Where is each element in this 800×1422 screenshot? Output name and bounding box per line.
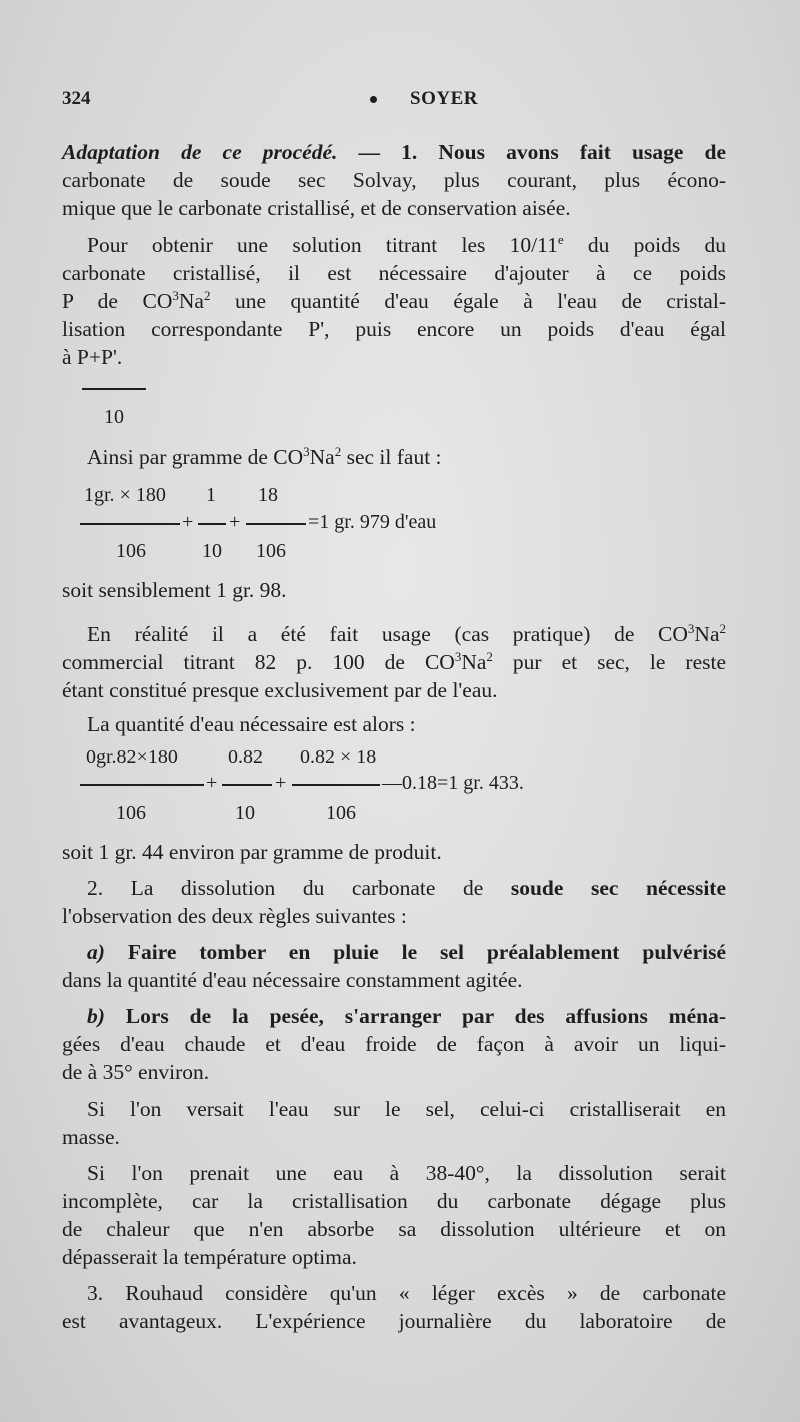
p1-line-1 xyxy=(62,138,726,166)
p9-line-1 xyxy=(87,938,726,966)
p10-line-2: gées d'eau chaude et d'eau froide de façon à avoir un liqui- xyxy=(62,1032,726,1056)
p3-sup2: 2 xyxy=(334,444,342,459)
f2-plus-2: + xyxy=(275,772,287,794)
p5-line-2 xyxy=(62,648,726,676)
f2-bar-3 xyxy=(292,784,380,786)
fraction-bar-p2 xyxy=(82,388,146,390)
p5-l1-sup1: 3 xyxy=(687,621,695,636)
section-heading: Adaptation de ce procédé. xyxy=(62,140,338,164)
p12-line-3: de chaleur que n'en absorbe sa dissolution ultérieure et on xyxy=(62,1217,726,1241)
f1-plus-2: + xyxy=(229,511,241,533)
p5-line-3: étant constitué presque exclusivement par de l'eau. xyxy=(62,678,498,702)
f2-den-2: 10 xyxy=(235,802,255,824)
p9-label: a) xyxy=(87,940,105,964)
p2-l3a: P de CO xyxy=(62,289,173,313)
p2-l3-sup1: 3 xyxy=(172,288,179,303)
p2-line-3 xyxy=(62,287,726,315)
f2-den-3: 106 xyxy=(326,802,356,824)
p2-l1-sup: e xyxy=(557,232,564,247)
f1-bar-3 xyxy=(246,523,306,525)
f2-num-1: 0gr.82×180 xyxy=(86,746,178,768)
p13-line-2: est avantageux. L'expérience journalière du laboratoire de xyxy=(62,1309,726,1333)
p2-line-1 xyxy=(87,231,726,259)
f2-result: —0.18=1 gr. 433. xyxy=(382,772,524,794)
f2-num-3: 0.82 × 18 xyxy=(300,746,377,768)
p5-l1b: Na xyxy=(694,622,720,646)
f1-den-1: 106 xyxy=(116,540,146,562)
f1-result: =1 gr. 979 d'eau xyxy=(308,511,437,533)
page-header xyxy=(62,88,738,118)
p1-line-3: mique que le carbonate cristallisé, et de conservation aisée. xyxy=(62,196,571,220)
p9-line-2: dans la quantité d'eau nécessaire constamment agitée. xyxy=(62,968,523,992)
f1-bar-2 xyxy=(198,523,226,525)
p11-line-2: masse. xyxy=(62,1125,120,1149)
p2-line-4: lisation correspondante P', puis encore un poids d'eau égal xyxy=(62,317,726,341)
p3-c: sec il faut : xyxy=(341,445,442,469)
p2-l3-sup2: 2 xyxy=(203,288,211,303)
page-number: 324 xyxy=(62,88,91,109)
p5-l1-sup2: 2 xyxy=(719,621,726,636)
p7-line: soit 1 gr. 44 environ par gramme de produit. xyxy=(62,840,442,864)
f1-num-1: 1gr. × 180 xyxy=(84,484,166,506)
p2-l3c: une quantité d'eau égale à l'eau de cristal- xyxy=(210,289,726,313)
p3-a: Ainsi par gramme de CO xyxy=(87,445,304,469)
p1-line-1-text: — 1. Nous avons fait usage de xyxy=(337,140,727,164)
f1-den-3: 106 xyxy=(256,540,286,562)
p9-l1: Faire tomber en pluie le sel préalablement pulvérisé xyxy=(104,940,726,964)
p5-line-1 xyxy=(87,620,726,648)
f2-den-1: 106 xyxy=(116,802,146,824)
p2-l3b: Na xyxy=(178,289,204,313)
p8-line-2: l'observation des deux règles suivantes : xyxy=(62,904,407,928)
f1-plus-1: + xyxy=(182,511,194,533)
f1-den-2: 10 xyxy=(202,540,222,562)
f1-num-2: 1 xyxy=(206,484,216,506)
p5-l2-sup2: 2 xyxy=(486,649,493,664)
p10-l1: Lors de la pesée, s'arranger par des affusions ména- xyxy=(104,1004,726,1028)
p12-line-4: dépasserait la température optima. xyxy=(62,1245,357,1269)
running-head xyxy=(362,88,478,110)
f1-num-3: 18 xyxy=(258,484,278,506)
p13-line-1: 3. Rouhaud considère qu'un « léger excès » de carbonate xyxy=(87,1281,726,1305)
p5-l2c: pur et sec, le reste xyxy=(492,650,727,674)
p2-line-5: à P+P'. xyxy=(62,345,123,369)
p12-line-2: incomplète, car la cristallisation du carbonate dégage plus xyxy=(62,1189,726,1213)
p1-line-2: carbonate de soude sec Solvay, plus courant, plus écono- xyxy=(62,168,726,192)
p10-line-3: de à 35° environ. xyxy=(62,1060,210,1084)
f2-num-2: 0.82 xyxy=(228,746,263,768)
p4-line: soit sensiblement 1 gr. 98. xyxy=(62,578,287,602)
p5-l2a: commercial titrant 82 p. 100 de CO xyxy=(62,650,455,674)
running-head-text: SOYER xyxy=(410,88,478,109)
p6-line: La quantité d'eau nécessaire est alors : xyxy=(87,712,416,736)
p3-b: Na xyxy=(309,445,335,469)
f2-bar-1 xyxy=(80,784,204,786)
p2-l1b: du poids du xyxy=(563,233,726,257)
p8-l1b: soude sec nécessite xyxy=(510,876,726,900)
f2-bar-2 xyxy=(222,784,272,786)
p5-l2b: Na xyxy=(461,650,487,674)
f2-plus-1: + xyxy=(206,772,218,794)
p12-line-1: Si l'on prenait une eau à 38-40°, la dissolution serait xyxy=(87,1161,726,1185)
p3-sup1: 3 xyxy=(303,444,310,459)
p2-denominator: 10 xyxy=(104,406,124,428)
p3-line xyxy=(87,443,726,471)
p8-line-1 xyxy=(87,874,726,902)
p2-l1a: Pour obtenir une solution titrant les 10/11 xyxy=(87,233,558,257)
p5-l1a: En réalité il a été fait usage (cas pratique) de CO xyxy=(87,622,688,646)
p2-line-2: carbonate cristallisé, il est nécessaire d'ajouter à ce poids xyxy=(62,261,726,285)
p10-line-1 xyxy=(87,1002,726,1030)
p10-label: b) xyxy=(87,1004,105,1028)
p5-l2-sup1: 3 xyxy=(454,649,462,664)
p8-l1a: 2. La dissolution du carbonate de xyxy=(87,876,511,900)
p11-line-1: Si l'on versait l'eau sur le sel, celui-ci cristalliserait en xyxy=(87,1097,726,1121)
f1-bar-1 xyxy=(80,523,180,525)
